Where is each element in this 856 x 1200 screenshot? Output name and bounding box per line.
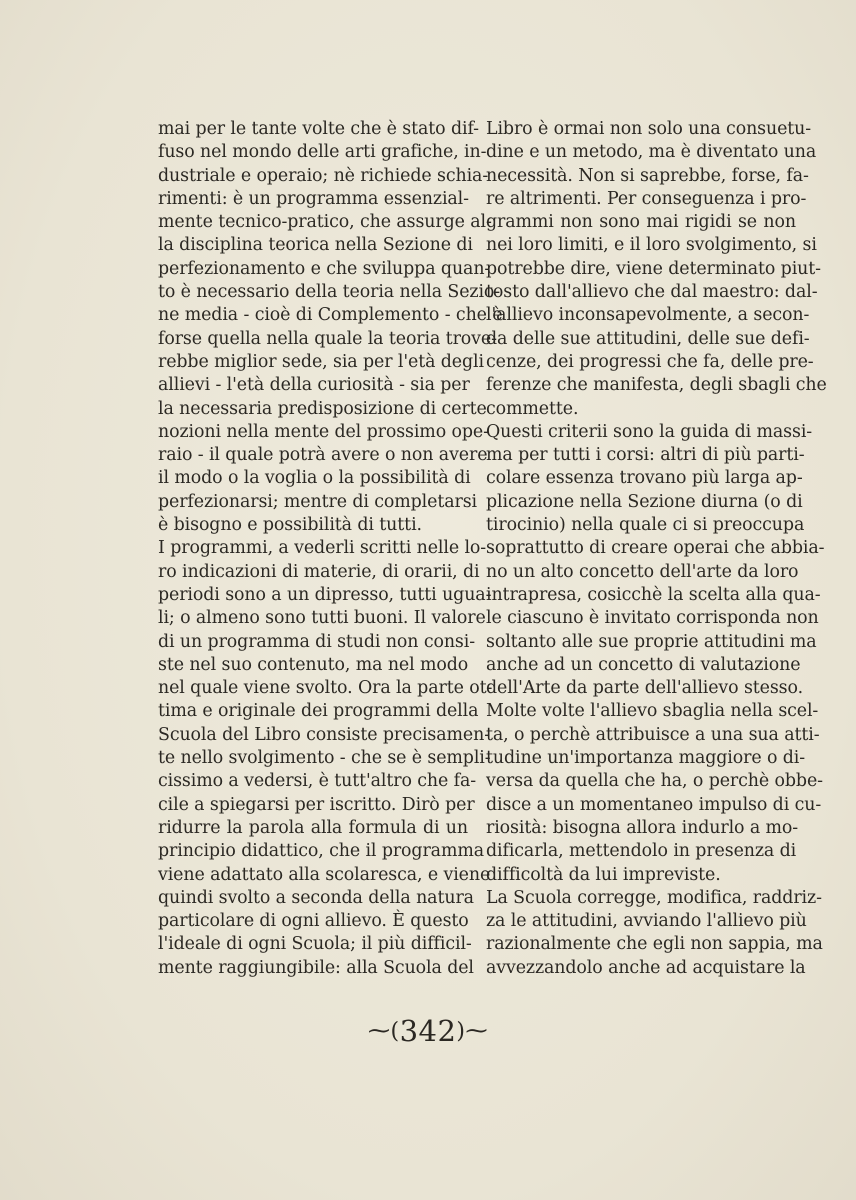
text-line: ta, o perchè attribuisce a una sua atti- xyxy=(486,724,820,745)
text-line: dine e un metodo, ma è diventato una xyxy=(486,142,817,163)
text-line: razionalmente che egli non sappia, ma xyxy=(486,934,823,955)
text-line: potrebbe dire, viene determinato piut- xyxy=(486,258,821,279)
left-text-column xyxy=(158,118,503,980)
text-line: mente raggiungibile: alla Scuola del xyxy=(158,957,474,978)
text-line: ste nel suo contenuto, ma nel modo xyxy=(158,654,469,675)
text-line: particolare di ogni allievo. È questo xyxy=(158,911,469,932)
text-line: I programmi, a vederli scritti nelle lo- xyxy=(158,538,487,559)
text-line: no un alto concetto dell'arte da loro xyxy=(486,561,799,582)
text-line: la disciplina teorica nella Sezione di xyxy=(158,235,473,256)
text-line: nozioni nella mente del prossimo ope- xyxy=(158,421,489,442)
text-line: ne media - cioè di Complemento - che è xyxy=(158,305,503,326)
text-line: mai per le tante volte che è stato dif- xyxy=(158,119,479,139)
text-line: anche ad un concetto di valutazione xyxy=(486,654,801,675)
text-line: di un programma di studi non consi- xyxy=(158,631,475,652)
text-line: l'allievo inconsapevolmente, a secon- xyxy=(486,305,810,326)
text-line: ma per tutti i corsi: altri di più parti- xyxy=(486,445,805,466)
text-line: ro indicazioni di materie, di orarii, di xyxy=(158,561,480,582)
text-line: rebbe miglior sede, sia per l'età degli xyxy=(158,351,484,372)
text-line: dificarla, mettendolo in presenza di xyxy=(486,841,797,862)
text-line: nei loro limiti, e il loro svolgimento, si xyxy=(486,235,817,256)
text-line: l'ideale di ogni Scuola; il più difficil- xyxy=(158,934,472,955)
text-line: soltanto alle sue proprie attitudini ma xyxy=(486,631,817,652)
text-line: Scuola del Libro consiste precisamen- xyxy=(158,724,490,745)
text-line: cissimo a vedersi, è tutt'altro che fa- xyxy=(158,771,477,792)
text-line: nel quale viene svolto. Ora la parte ot- xyxy=(158,678,493,699)
folio-number: 342 xyxy=(399,1014,457,1048)
right-text-column xyxy=(486,118,827,980)
text-line: re altrimenti. Per conseguenza i pro- xyxy=(486,188,807,209)
text-line: rimenti: è un programma essenzial- xyxy=(158,188,469,209)
text-line: è bisogno e possibilità di tutti. xyxy=(158,515,422,536)
text-line: Libro è ormai non solo una consuetu- xyxy=(486,119,812,139)
text-line: za le attitudini, avviando l'allievo più xyxy=(486,911,807,932)
text-line: viene adattato alla scolaresca, e viene xyxy=(158,864,491,885)
text-line: to è necessario della teoria nella Sezio- xyxy=(158,282,501,303)
folio-ornament-right: )⁓ xyxy=(456,1019,489,1044)
text-line: dustriale e operaio; nè richiede schia- xyxy=(158,165,489,186)
text-line: riosità: bisogna allora indurlo a mo- xyxy=(486,817,799,838)
text-line: mente tecnico-pratico, che assurge al- xyxy=(158,212,492,233)
text-line: grammi non sono mai rigidi se non xyxy=(486,212,796,233)
text-line: la necessaria predisposizione di certe xyxy=(158,398,487,419)
text-line: tima e originale dei programmi della xyxy=(158,701,479,722)
text-line: Questi criterii sono la guida di massi- xyxy=(486,421,813,442)
text-line: tosto dall'allievo che dal maestro: dal- xyxy=(486,282,818,303)
text-line: Molte volte l'allievo sbaglia nella scel- xyxy=(486,701,819,722)
text-line: principio didattico, che il programma xyxy=(158,841,484,862)
text-line: colare essenza trovano più larga ap- xyxy=(486,468,803,489)
text-line: te nello svolgimento - che se è sempli- xyxy=(158,748,491,769)
page-number xyxy=(0,1014,856,1048)
text-line: forse quella nella quale la teoria trove- xyxy=(158,328,497,349)
text-line: li; o almeno sono tutti buoni. Il valore xyxy=(158,608,486,629)
text-line: disce a un momentaneo impulso di cu- xyxy=(486,794,822,815)
text-line: tirocinio) nella quale ci si preoccupa xyxy=(486,515,805,536)
text-line: periodi sono a un dipresso, tutti ugua- xyxy=(158,584,492,605)
text-line: versa da quella che ha, o perchè obbe- xyxy=(486,771,823,792)
text-line: soprattutto di creare operai che abbia- xyxy=(486,538,825,559)
text-line: difficoltà da lui impreviste. xyxy=(486,864,721,885)
text-line: plicazione nella Sezione diurna (o di xyxy=(486,491,803,512)
text-line: La Scuola corregge, modifica, raddriz- xyxy=(486,887,822,908)
text-line: perfezionarsi; mentre di completarsi xyxy=(158,491,477,512)
text-line: il modo o la voglia o la possibilità di xyxy=(158,468,471,489)
folio-ornament-left: ⁓( xyxy=(367,1019,400,1044)
text-line: perfezionamento e che sviluppa quan- xyxy=(158,258,491,279)
text-line: commette. xyxy=(486,398,579,419)
text-line: ferenze che manifesta, degli sbagli che xyxy=(486,375,827,396)
text-line: allievi - l'età della curiosità - sia per xyxy=(158,375,470,396)
text-line: raio - il quale potrà avere o non avere xyxy=(158,445,488,466)
text-line: tudine un'importanza maggiore o di- xyxy=(486,748,806,769)
text-line: intrapresa, cosicchè la scelta alla qua- xyxy=(486,584,821,605)
text-line: dell'Arte da parte dell'allievo stesso. xyxy=(486,678,804,699)
text-line: quindi svolto a seconda della natura xyxy=(158,887,474,908)
text-line: ridurre la parola alla formula di un xyxy=(158,817,468,838)
text-line: avvezzandolo anche ad acquistare la xyxy=(486,957,806,978)
text-line: fuso nel mondo delle arti grafiche, in- xyxy=(158,142,487,163)
text-line: da delle sue attitudini, delle sue defi- xyxy=(486,328,810,349)
text-line: le ciascuno è invitato corrisponda non xyxy=(486,608,819,629)
text-line: necessità. Non si saprebbe, forse, fa- xyxy=(486,165,809,186)
text-line: cile a spiegarsi per iscritto. Dirò per xyxy=(158,794,475,815)
text-line: cenze, dei progressi che fa, delle pre- xyxy=(486,351,814,372)
